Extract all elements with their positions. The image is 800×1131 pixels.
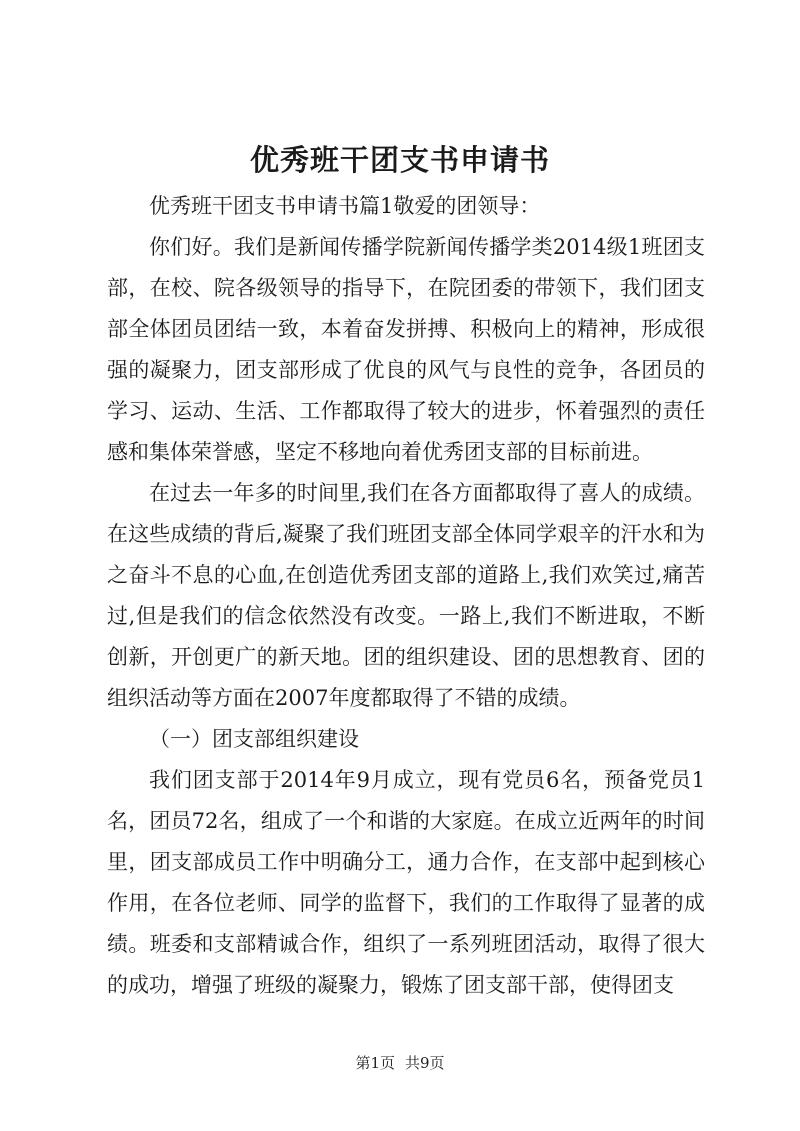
- section-heading-organization: （一）团支部组织建设: [149, 727, 359, 751]
- paragraph-organization: 我们团支部于2014年9月成立，现有党员6名，预备党员1名，团员72名，组成了一个和谐的大家庭。在成立近两年的时间里，团支部成员工作中明确分工，通力合作，在支部中起到核心作用，在各位老师、同学的监督下，我们的工作取得了显著的成绩。班委和支部精诚合作，组织了一系列班团活动，取得了很大的成功，增强了班级的凝聚力，锻炼了团支部干部，使得团支: [107, 768, 705, 997]
- paragraph-achievements: 在过去一年多的时间里,我们在各方面都取得了喜人的成绩。在这些成绩的背后,凝聚了我们班团支部全体同学艰辛的汗水和为之奋斗不息的心血,在创造优秀团支部的道路上,我们欢笑过,痛苦过,但是我们的信念依然没有改变。一路上,我们不断进取，不断创新，开创更广的新天地。团的组织建设、团的思想教育、团的组织活动等方面在2007年度都取得了不错的成绩。: [107, 481, 705, 710]
- page-number-total: 共9页: [405, 1054, 445, 1072]
- document-title: 优秀班干团支书申请书: [249, 143, 550, 177]
- paragraph-greeting: 你们好。我们是新闻传播学院新闻传播学类2014级1班团支部，在校、院各级领导的指导下，在院团委的带领下，我们团支部全体团员团结一致，本着奋发拼搏、积极向上的精神，形成很强的凝聚力，团支部形成了优良的风气与良性的竞争，各团员的学习、运动、生活、工作都取得了较大的进步，怀着强烈的责任感和集体荣誉感，坚定不移地向着优秀团支部的目标前进。: [107, 235, 705, 464]
- page-number-current: 第1页: [355, 1054, 395, 1072]
- paragraph-intro: 优秀班干团支书申请书篇1敬爱的团领导：: [149, 194, 541, 218]
- page-footer: [0, 1053, 800, 1073]
- document-body: [107, 186, 705, 1006]
